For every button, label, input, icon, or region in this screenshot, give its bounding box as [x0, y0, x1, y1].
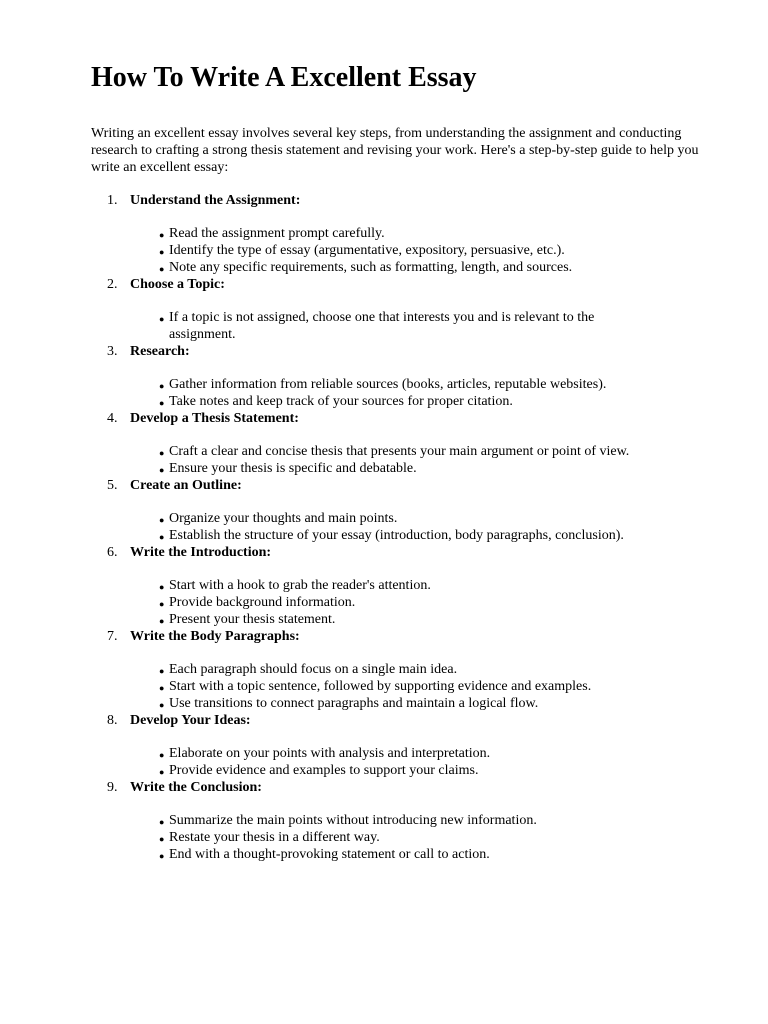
- step-number: 2.: [107, 277, 118, 292]
- bullet-item: [159, 812, 639, 829]
- bullet-item: [159, 611, 639, 628]
- bullet-item: [159, 678, 639, 695]
- bullet-text: Take notes and keep track of your sources for proper citation.: [169, 394, 513, 409]
- bullet-dot-icon: ●: [159, 666, 165, 676]
- bullet-text: Each paragraph should focus on a single main idea.: [169, 662, 458, 677]
- step-number: 8.: [107, 713, 118, 728]
- bullet-item: [159, 661, 639, 678]
- bullet-text: Ensure your thesis is specific and debatable.: [169, 461, 417, 476]
- bullet-dot-icon: ●: [159, 448, 165, 458]
- bullet-item: [159, 594, 639, 611]
- bullet-item: [159, 376, 639, 393]
- step-item: [91, 712, 711, 779]
- step-number: 7.: [107, 629, 118, 644]
- bullet-dot-icon: ●: [159, 247, 165, 257]
- bullet-text: If a topic is not assigned, choose one that interests you and is relevant to the assignment.: [169, 310, 595, 342]
- bullet-dot-icon: ●: [159, 750, 165, 760]
- bullet-item: [159, 745, 639, 762]
- bullet-item: [159, 527, 639, 544]
- bullet-text: Craft a clear and concise thesis that presents your main argument or point of view.: [169, 444, 630, 459]
- step-heading: Choose a Topic:: [130, 277, 225, 292]
- bullet-item: [159, 225, 639, 242]
- bullet-dot-icon: ●: [159, 264, 165, 274]
- step-heading: Develop Your Ideas:: [130, 713, 251, 728]
- bullet-text: Gather information from reliable sources (books, articles, reputable websites).: [169, 377, 607, 392]
- bullet-text: Use transitions to connect paragraphs and maintain a logical flow.: [169, 696, 539, 711]
- bullet-text: Organize your thoughts and main points.: [169, 511, 398, 526]
- step-item: [91, 628, 711, 712]
- step-bullet-list: [130, 812, 711, 863]
- bullet-dot-icon: ●: [159, 817, 165, 827]
- bullet-item: [159, 829, 639, 846]
- bullet-item: [159, 846, 639, 863]
- bullet-dot-icon: ●: [159, 851, 165, 861]
- step-heading: Create an Outline:: [130, 478, 242, 493]
- page-title: How To Write A Excellent Essay: [91, 62, 477, 93]
- step-number: 9.: [107, 780, 118, 795]
- step-number: 6.: [107, 545, 118, 560]
- bullet-item: [159, 510, 639, 527]
- bullet-text: Start with a topic sentence, followed by supporting evidence and examples.: [169, 679, 592, 694]
- step-item: [91, 779, 711, 863]
- step-number: 5.: [107, 478, 118, 493]
- step-item: [91, 544, 711, 628]
- bullet-text: Provide evidence and examples to support your claims.: [169, 763, 479, 778]
- step-item: [91, 276, 711, 343]
- bullet-text: End with a thought-provoking statement or call to action.: [169, 847, 490, 862]
- step-bullet-list: [130, 225, 711, 276]
- step-item: [91, 410, 711, 477]
- bullet-text: Identify the type of essay (argumentative, expository, persuasive, etc.).: [169, 243, 565, 258]
- bullet-dot-icon: ●: [159, 683, 165, 693]
- bullet-item: [159, 460, 639, 477]
- intro-paragraph: Writing an excellent essay involves several key steps, from understanding the assignment and conducting research to crafting a strong thesis statement and revising your work. Here's a step-by-step guide to help you write an excellent essay:: [91, 126, 699, 175]
- bullet-dot-icon: ●: [159, 398, 165, 408]
- bullet-text: Note any specific requirements, such as formatting, length, and sources.: [169, 260, 573, 275]
- bullet-dot-icon: ●: [159, 465, 165, 475]
- bullet-item: [159, 577, 639, 594]
- step-heading: Write the Introduction:: [130, 545, 272, 560]
- bullet-item: [159, 259, 639, 276]
- step-bullet-list: [130, 510, 711, 544]
- bullet-dot-icon: ●: [159, 515, 165, 525]
- bullet-dot-icon: ●: [159, 834, 165, 844]
- step-bullet-list: [130, 376, 711, 410]
- step-heading: Write the Conclusion:: [130, 780, 262, 795]
- bullet-item: [159, 695, 639, 712]
- bullet-text: Establish the structure of your essay (introduction, body paragraphs, conclusion).: [169, 528, 624, 543]
- step-number: 3.: [107, 344, 118, 359]
- bullet-text: Provide background information.: [169, 595, 356, 610]
- step-item: [91, 343, 711, 410]
- steps-list: [91, 192, 711, 863]
- step-item: [91, 477, 711, 544]
- step-bullet-list: [130, 443, 711, 477]
- bullet-dot-icon: ●: [159, 532, 165, 542]
- bullet-dot-icon: ●: [159, 582, 165, 592]
- step-bullet-list: [130, 745, 711, 779]
- bullet-text: Present your thesis statement.: [169, 612, 336, 627]
- bullet-dot-icon: ●: [159, 230, 165, 240]
- step-heading: Develop a Thesis Statement:: [130, 411, 299, 426]
- step-bullet-list: [130, 661, 711, 712]
- bullet-text: Read the assignment prompt carefully.: [169, 226, 385, 241]
- bullet-dot-icon: ●: [159, 700, 165, 710]
- bullet-dot-icon: ●: [159, 599, 165, 609]
- bullet-item: [159, 443, 639, 460]
- step-bullet-list: [130, 309, 711, 343]
- bullet-item: [159, 393, 639, 410]
- step-bullet-list: [130, 577, 711, 628]
- bullet-item: [159, 309, 639, 343]
- step-heading: Write the Body Paragraphs:: [130, 629, 300, 644]
- bullet-text: Restate your thesis in a different way.: [169, 830, 380, 845]
- step-heading: Understand the Assignment:: [130, 193, 301, 208]
- document-page: [91, 58, 711, 863]
- step-number: 1.: [107, 193, 118, 208]
- bullet-text: Summarize the main points without introducing new information.: [169, 813, 537, 828]
- bullet-dot-icon: ●: [159, 381, 165, 391]
- step-item: [91, 192, 711, 276]
- bullet-item: [159, 242, 639, 259]
- bullet-text: Elaborate on your points with analysis and interpretation.: [169, 746, 491, 761]
- bullet-dot-icon: ●: [159, 616, 165, 626]
- step-heading: Research:: [130, 344, 190, 359]
- bullet-dot-icon: ●: [159, 767, 165, 777]
- bullet-item: [159, 762, 639, 779]
- bullet-dot-icon: ●: [159, 314, 165, 324]
- bullet-text: Start with a hook to grab the reader's attention.: [169, 578, 431, 593]
- step-number: 4.: [107, 411, 118, 426]
